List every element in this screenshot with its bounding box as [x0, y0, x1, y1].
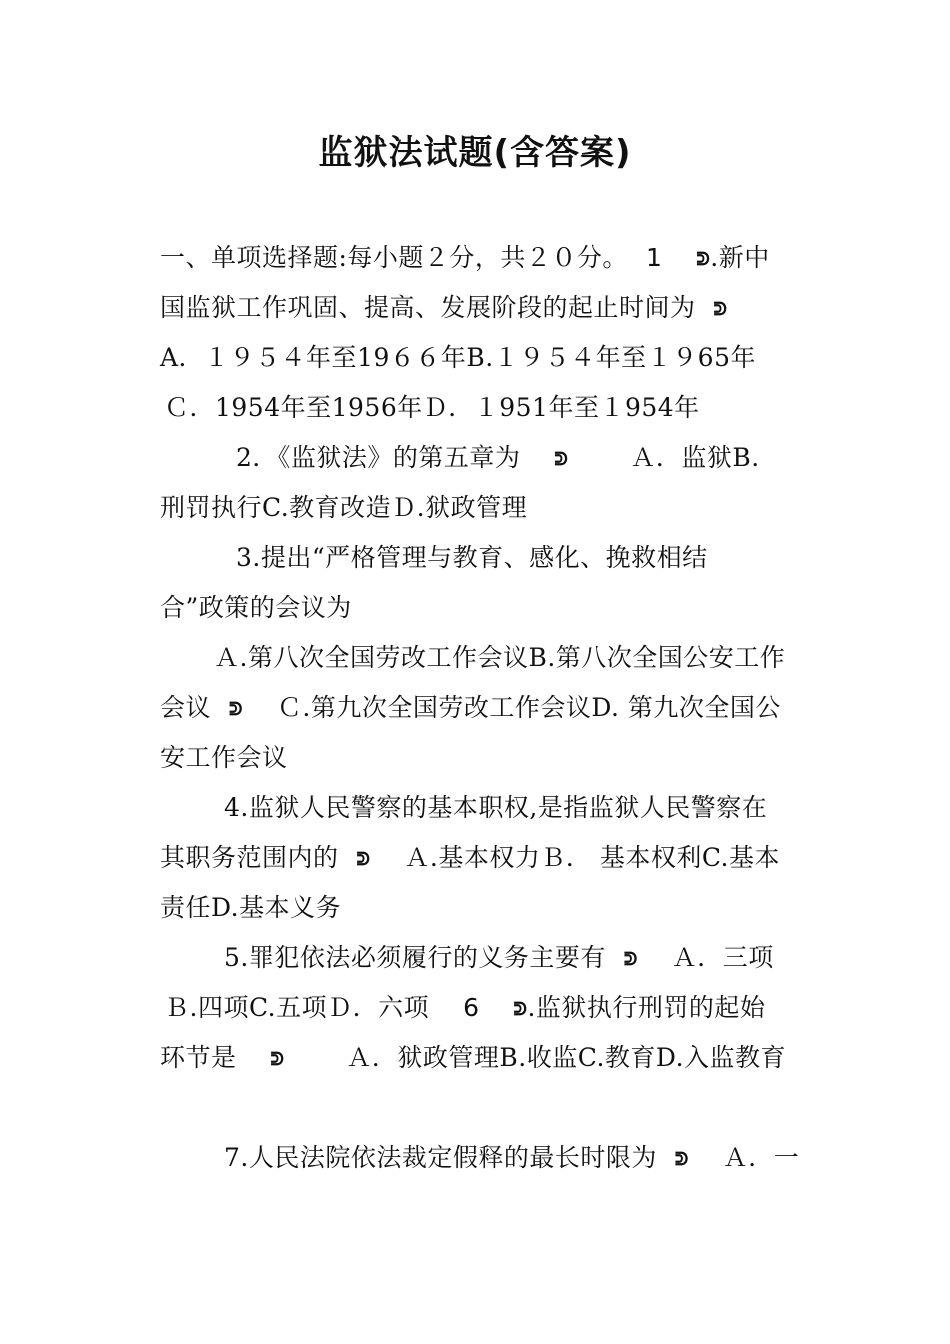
line-text: Ａ．监狱B. [630, 443, 760, 472]
line-text: 国监狱工作巩固、提高、发展阶段的起止时间为 [160, 293, 696, 322]
text-line [160, 838, 800, 880]
text-line [160, 688, 800, 730]
line-text: Ａ.第八次全国劳改工作会议B.第八次全国公安工作 [214, 643, 786, 672]
line-text: 安工作会议 [160, 743, 288, 772]
line-text: 7.人民法院依法裁定假释的最长时限为 [224, 1143, 657, 1172]
blank-mark-icon: ᕲ [713, 298, 728, 320]
text-line [224, 788, 864, 828]
blank-mark-icon: ᕲ [554, 448, 569, 470]
text-line [224, 938, 864, 980]
line-text: 环节是 [160, 1043, 237, 1072]
line-text: .监狱执行刑罚的起始 [527, 993, 766, 1022]
line-text: 刑罚执行C.教育改造Ｄ.狱政管理 [160, 493, 528, 522]
text-line [236, 438, 876, 480]
text-line [224, 1138, 864, 1180]
line-text: Ａ.基本权力Ｂ． 基本权利C.基本 [404, 843, 781, 872]
line-text: A．１９５４年至19６６年B.１９５４年至１９65年 [160, 343, 756, 372]
question-number: 6 [463, 993, 480, 1022]
text-line [160, 1038, 800, 1080]
line-text: 5.罪犯依法必须履行的义务主要有 [224, 943, 606, 972]
text-line [164, 988, 804, 1030]
line-text: Ａ．一 [722, 1143, 800, 1172]
text-line [160, 488, 800, 528]
blank-mark-icon: ᕲ [674, 1148, 689, 1170]
line-text: Ｃ．1954年至1956年Ｄ．１951年至１954年 [164, 393, 700, 422]
line-text: 4.监狱人民警察的基本职权,是指监狱人民警察在 [224, 793, 768, 822]
blank-mark-icon: ᕲ [229, 698, 243, 720]
line-text: 其职务范围内的 [160, 843, 339, 872]
text-line [214, 638, 854, 678]
line-text: Ａ．狱政管理B.收监C.教育D.入监教育 [346, 1043, 787, 1072]
document-title: 监狱法试题(含答案) [318, 133, 632, 173]
text-line [164, 388, 804, 428]
text-line [160, 288, 800, 330]
question-number: 1 [645, 243, 663, 272]
line-text: 2．《监狱法》的第五章为 [236, 443, 521, 472]
text-line [236, 538, 876, 578]
line-text: 会议 [160, 693, 212, 722]
text-line [160, 738, 800, 778]
line-text: .新中 [710, 243, 770, 272]
blank-mark-icon: ᕲ [623, 948, 638, 970]
blank-mark-icon: ᕲ [696, 248, 711, 270]
blank-mark-icon: ᕲ [270, 1048, 285, 1070]
line-text: Ｂ.四项C.五项Ｄ．六项 [164, 993, 430, 1022]
text-line [160, 238, 800, 280]
text-line [160, 888, 800, 928]
text-line [160, 588, 800, 628]
blank-mark-icon: ᕲ [356, 848, 371, 870]
text-line [160, 338, 800, 378]
line-text: 3.提出“严格管理与教育、感化、挽救相结 [236, 543, 708, 572]
line-text: Ｃ.第九次全国劳改工作会议D. 第九次全国公 [276, 693, 781, 722]
line-text: 合”政策的会议为 [160, 593, 352, 622]
blank-mark-icon: ᕲ [513, 998, 528, 1020]
line-text: Ａ．三项 [671, 943, 774, 972]
line-text: 责任D.基本义务 [160, 893, 342, 922]
line-text: 一、单项选择题:每小题２分，共２０分。 [160, 243, 628, 272]
